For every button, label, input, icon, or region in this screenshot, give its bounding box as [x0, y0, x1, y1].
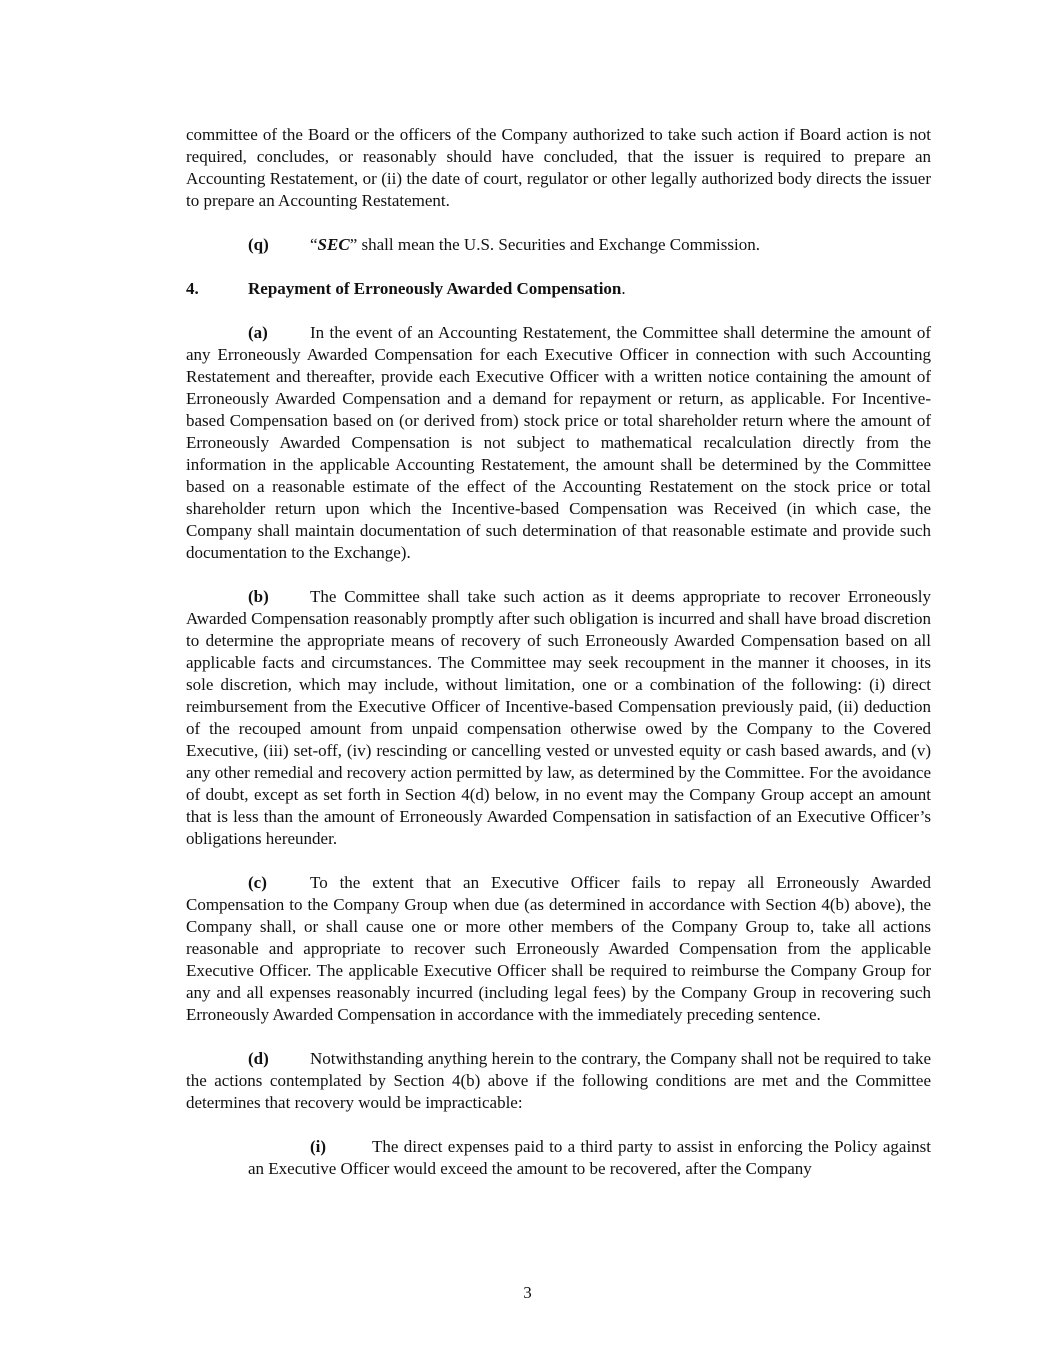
paragraph-b-label: (b) [248, 587, 269, 606]
paragraph-c-label: (c) [248, 873, 267, 892]
definition-q-close-quote: ” [349, 235, 358, 254]
definition-q [186, 234, 931, 256]
definition-q-label: (q) [248, 235, 269, 254]
paragraph-d-text: Notwithstanding anything herein to the contrary, the Company shall not be required to take the actions contemplated by Section 4(b) above if the following conditions are met and the Committee determines that recovery would be impracticable: [186, 1049, 931, 1112]
paragraph-a-text: In the event of an Accounting Restatement, the Committee shall determine the amount of any Erroneously Awarded Compensation for each Executive Officer in connection with such Accounting Restatement and thereafter, provide each Executive Officer with a written notice containing the amount of Erroneously Awarded Compensation and a demand for repayment or return, as applicable. For Incentive-based Compensation based on (or derived from) stock price or total shareholder return where the amount of Erroneously Awarded Compensation is not subject to mathematical recalculation directly from the information in the applicable Accounting Restatement, the amount shall be determined by the Committee based on a reasonable estimate of the effect of the Accounting Restatement on the stock price or total shareholder return upon which the Incentive-based Compensation was Received (in which case, the Company shall maintain documentation of such determination of that reasonable estimate and provide such documentation to the Exchange). [186, 323, 931, 562]
paragraph-d-label: (d) [248, 1049, 269, 1068]
section-4-number: 4. [186, 279, 199, 298]
document-page [186, 124, 931, 1180]
section-4-heading [186, 278, 931, 300]
continuation-paragraph: committee of the Board or the officers of the Company authorized to take such action if Board action is not required, concludes, or reasonably should have concluded, that the issuer is required to prepare an Accounting Restatement, or (ii) the date of court, regulator or other legally authorized body directs the issuer to prepare an Accounting Restatement. [186, 125, 931, 210]
paragraph-c-text: To the extent that an Executive Officer fails to repay all Erroneously Awarded Compensation to the Company Group when due (as determined in accordance with Section 4(b) above), the Company shall, or shall cause one or more other members of the Company Group to, take all actions reasonable and appropriate to recover such Erroneously Awarded Compensation from the applicable Executive Officer. The applicable Executive Officer shall be required to reimburse the Company Group for any and all expenses reasonably incurred (including legal fees) by the Company Group in recovering such Erroneously Awarded Compensation in accordance with the immediately preceding sentence. [186, 873, 931, 1024]
paragraph-a-label: (a) [248, 323, 268, 342]
definition-q-term: SEC [317, 235, 350, 254]
definition-q-text: shall mean the U.S. Securities and Exchange Commission. [357, 235, 760, 254]
paragraph-b [186, 586, 931, 850]
definition-q-open-quote: “ [310, 235, 318, 254]
paragraph-d-i [248, 1136, 931, 1180]
paragraph-b-text: The Committee shall take such action as it deems appropriate to recover Erroneously Awarded Compensation reasonably promptly after such obligation is incurred and shall have broad discretion to determine the appropriate means of recovery of such Erroneously Awarded Compensation based on all applicable facts and circumstances. The Committee may seek recoupment in the manner it chooses, in its sole discretion, which may include, without limitation, one or a combination of the following: (i) direct reimbursement from the Executive Officer of Incentive-based Compensation previously paid, (ii) deduction of the recouped amount from unpaid compensation otherwise owed by the Company to the Covered Executive, (iii) set-off, (iv) rescinding or cancelling vested or unvested equity or cash based awards, and (v) any other remedial and recovery action permitted by law, as determined by the Committee. For the avoidance of doubt, except as set forth in Section 4(d) below, in no event may the Company Group accept an amount that is less than the amount of Erroneously Awarded Compensation in satisfaction of an Executive Officer’s obligations hereunder. [186, 587, 931, 848]
page-number: 3 [523, 1283, 532, 1302]
section-4-title-end: . [621, 279, 626, 298]
paragraph-c [186, 872, 931, 1026]
paragraph-d-i-text: The direct expenses paid to a third party to assist in enforcing the Policy against an Executive Officer would exceed the amount to be recovered, after the Company [248, 1137, 931, 1178]
section-4-title: Repayment of Erroneously Awarded Compensation [248, 279, 622, 298]
paragraph-d [186, 1048, 931, 1114]
paragraph-a [186, 322, 931, 564]
paragraph-d-i-label: (i) [310, 1137, 327, 1156]
